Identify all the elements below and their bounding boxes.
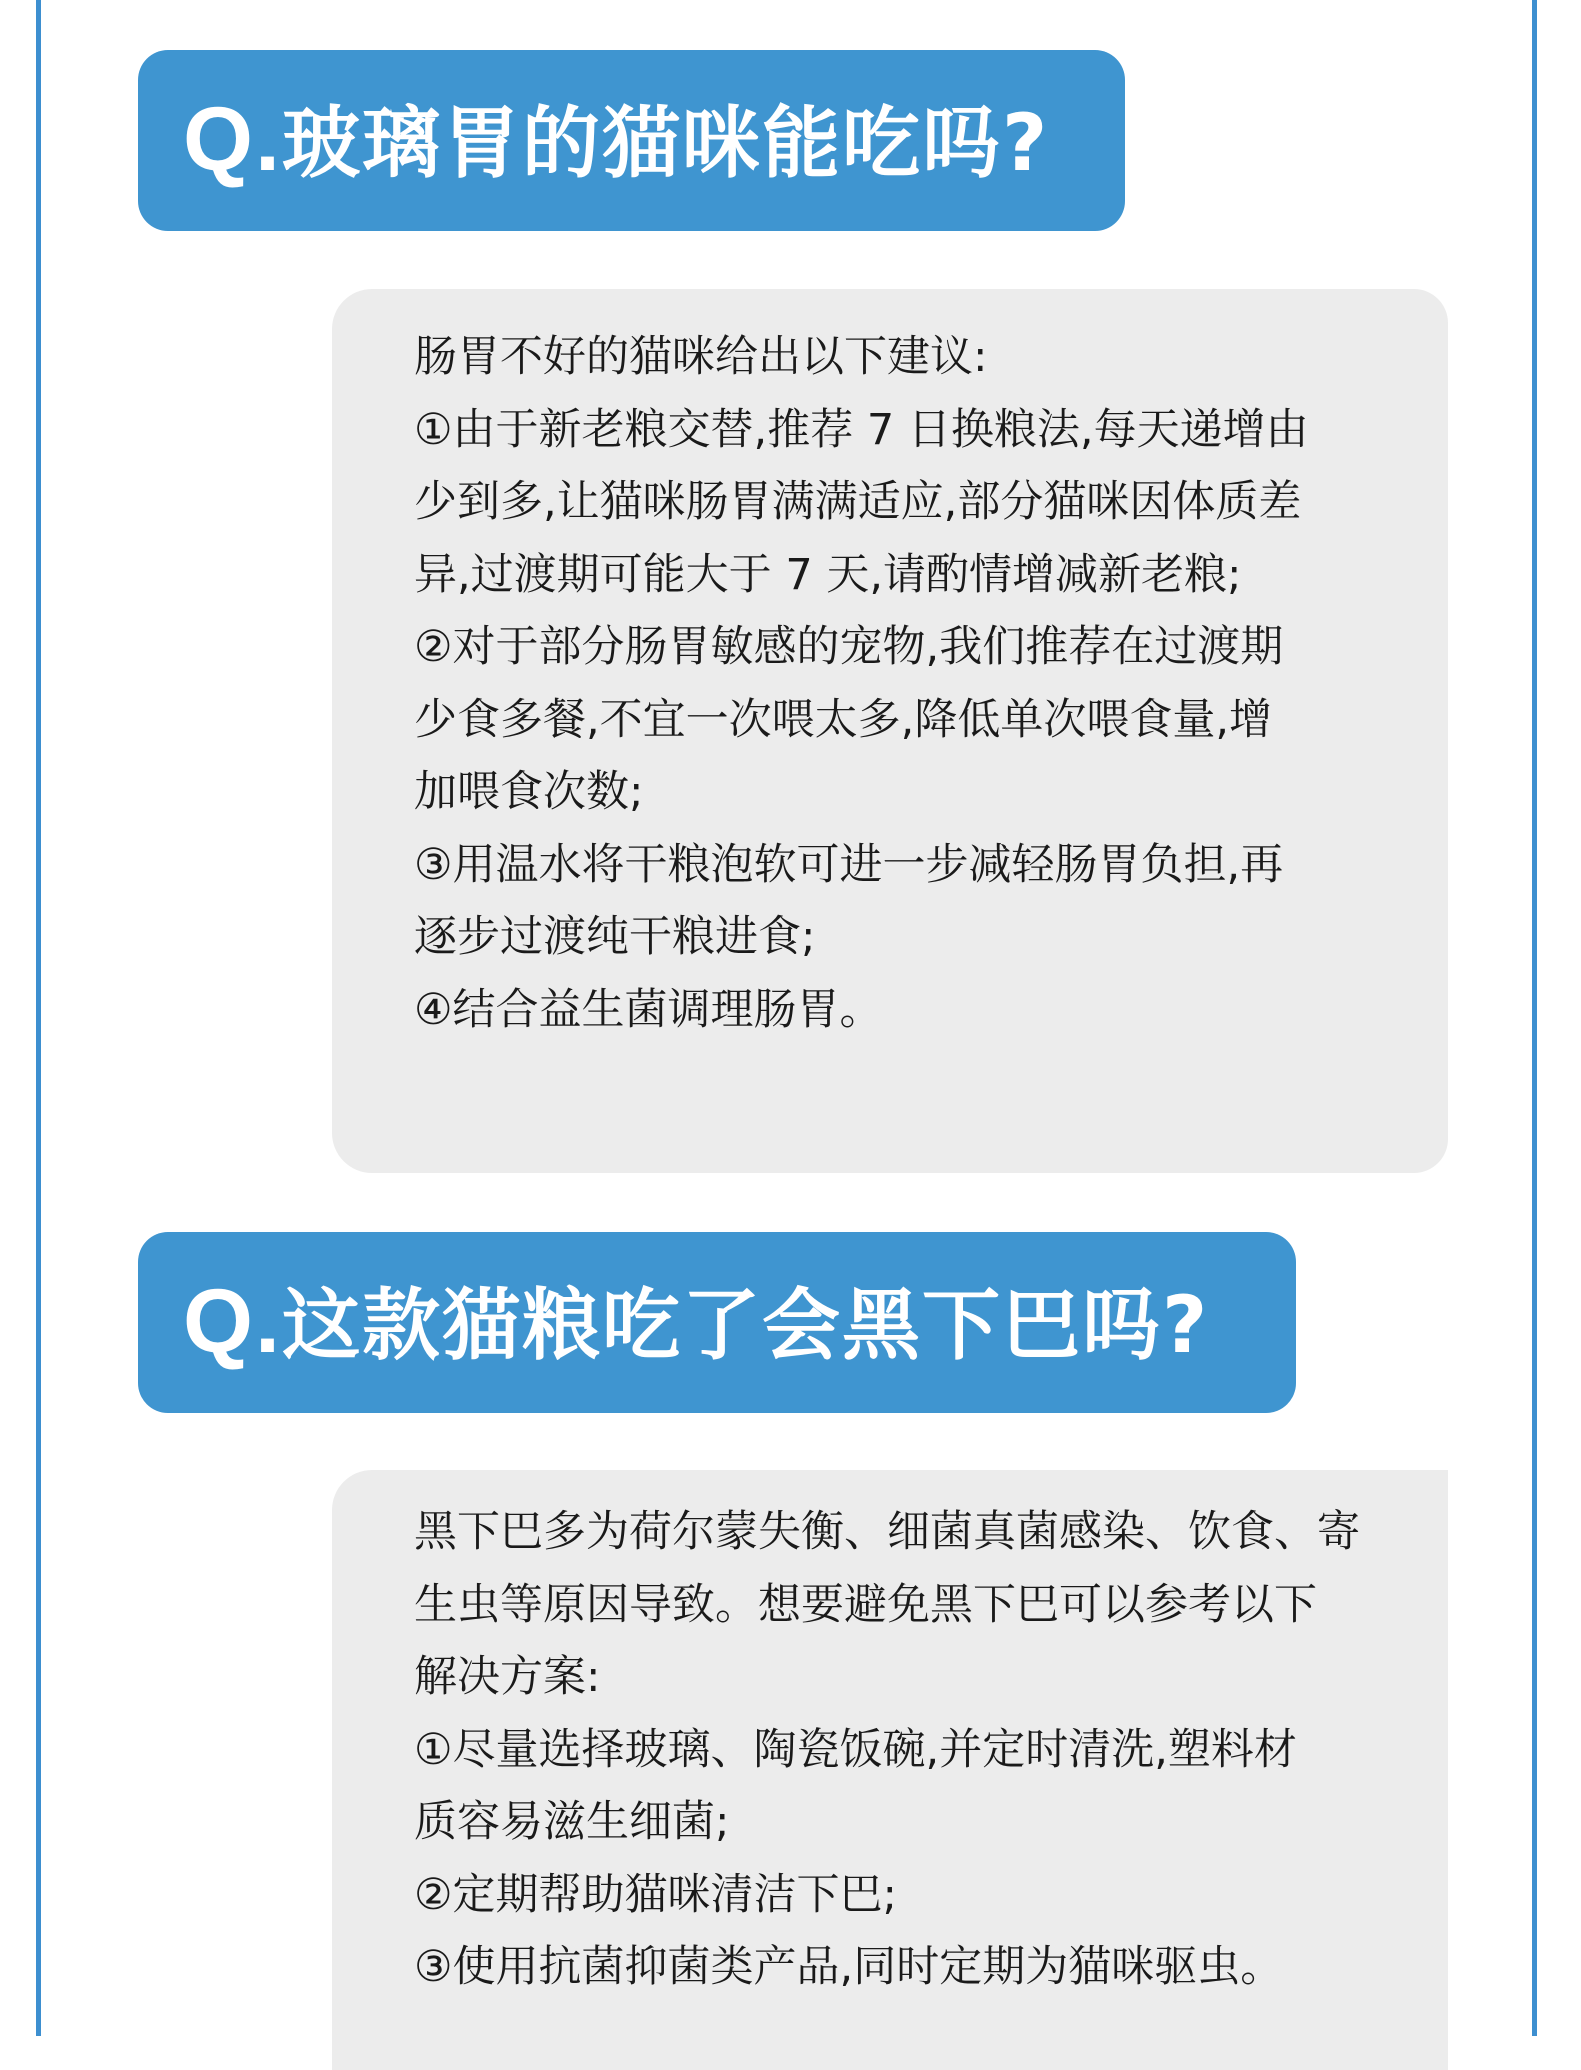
answer-line: ①由于新老粮交替,推荐 7 日换粮法,每天递增由 [414, 404, 1309, 455]
answer-line: 逐步过渡纯干粮进食; [414, 912, 816, 962]
answer-line: 解决方案: [414, 1652, 601, 1702]
answer-line: ③用温水将干粮泡软可进一步减轻肠胃负担,再 [414, 839, 1284, 890]
answer-line: 加喂食次数; [414, 767, 644, 817]
answer-line: ②对于部分肠胃敏感的宠物,我们推荐在过渡期 [414, 622, 1284, 672]
answer-line: ④结合益生菌调理肠胃。 [414, 984, 883, 1035]
question-header [138, 1232, 1296, 1413]
answer-line: ①尽量选择玻璃、陶瓷饭碗,并定时清洗,塑料材 [414, 1724, 1297, 1775]
answer-line: 肠胃不好的猫咪给出以下建议: [414, 332, 988, 382]
question-text: 玻璃胃的猫咪能吃吗? [282, 99, 1050, 189]
answer-line: 少食多餐,不宜一次喂太多,降低单次喂食量,增 [414, 694, 1273, 745]
answer-line: 少到多,让猫咪肠胃满满适应,部分猫咪因体质差 [414, 477, 1302, 527]
question-text: 这款猫粮吃了会黑下巴吗? [282, 1281, 1210, 1371]
question-prefix: Q. [183, 90, 283, 190]
answer-line: ③使用抗菌抑菌类产品,同时定期为猫咪驱虫。 [414, 1942, 1284, 1992]
question-header [138, 50, 1125, 231]
answer-line: 生虫等原因导致。想要避免黑下巴可以参考以下 [414, 1579, 1317, 1630]
answer-line: 黑下巴多为荷尔蒙失衡、细菌真菌感染、饮食、寄 [414, 1507, 1360, 1557]
answer-card [332, 289, 1448, 1173]
answer-line: 质容易滋生细菌; [414, 1797, 730, 1847]
answer-card [332, 1470, 1448, 2070]
question-prefix: Q. [183, 1272, 283, 1372]
answer-line: 异,过渡期可能大于 7 天,请酌情增减新老粮; [414, 549, 1242, 600]
answer-line: ②定期帮助猫咪清洁下巴; [414, 1869, 898, 1920]
